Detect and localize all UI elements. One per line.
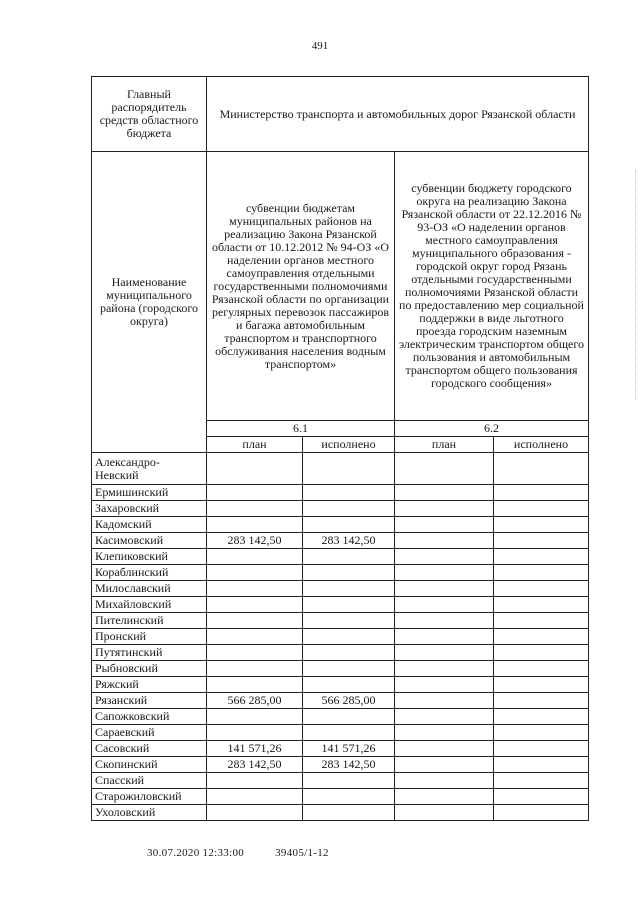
done-6-2 [494, 677, 589, 693]
done-6-1 [303, 677, 395, 693]
header-subvention-1: субвенции бюджетам муниципальных районов на реализацию Закона Рязанской области от 10.12.2012 № 94-ОЗ «О наделении органов местного самоуправления отдельными государственными полномочиями Рязанской области по организации регулярных перевозок пассажиров и багажа автомобильным транспортом и транспортного обслуживания населения водным транспортом» [207, 152, 395, 421]
district-name: Рязанский [92, 693, 207, 709]
table-row [92, 453, 589, 485]
district-name: Ухоловский [92, 805, 207, 821]
done-6-2 [494, 613, 589, 629]
plan-6-1: 283 142,50 [207, 533, 303, 549]
plan-6-2 [395, 645, 494, 661]
plan-6-1 [207, 629, 303, 645]
plan-6-1 [207, 501, 303, 517]
table-row [92, 549, 589, 565]
done-6-1 [303, 789, 395, 805]
district-name: Сапожковский [92, 709, 207, 725]
footer-doc-id: 39405/1-12 [275, 847, 329, 859]
district-name: Сасовский [92, 741, 207, 757]
district-name: Ермишинский [92, 485, 207, 501]
done-6-2 [494, 597, 589, 613]
district-name: Рыбновский [92, 661, 207, 677]
done-6-1 [303, 549, 395, 565]
table-row [92, 725, 589, 741]
edge-mark [633, 170, 636, 400]
table-row [92, 597, 589, 613]
done-6-1 [303, 597, 395, 613]
done-6-2 [494, 645, 589, 661]
district-name: Александро-Невский [92, 453, 207, 485]
done-6-1 [303, 645, 395, 661]
done-6-2 [494, 773, 589, 789]
done-6-2 [494, 709, 589, 725]
done-6-1 [303, 485, 395, 501]
plan-6-1 [207, 709, 303, 725]
plan-6-1 [207, 565, 303, 581]
table-row [92, 645, 589, 661]
done-6-1 [303, 517, 395, 533]
done-6-2 [494, 453, 589, 485]
plan-6-2 [395, 629, 494, 645]
header-row-ministry [92, 77, 589, 152]
plan-6-2 [395, 581, 494, 597]
plan-6-1 [207, 581, 303, 597]
district-name: Старожиловский [92, 789, 207, 805]
district-name: Клепиковский [92, 549, 207, 565]
done-6-1 [303, 661, 395, 677]
plan-6-2 [395, 677, 494, 693]
plan-6-2 [395, 533, 494, 549]
table-row [92, 693, 589, 709]
done-6-1 [303, 709, 395, 725]
done-6-1 [303, 805, 395, 821]
done-6-2 [494, 565, 589, 581]
done-6-2 [494, 789, 589, 805]
table-row [92, 533, 589, 549]
plan-6-1: 566 285,00 [207, 693, 303, 709]
plan-6-1 [207, 661, 303, 677]
table-row [92, 789, 589, 805]
done-6-2 [494, 581, 589, 597]
plan-6-2 [395, 485, 494, 501]
plan-6-1 [207, 677, 303, 693]
district-name: Пронский [92, 629, 207, 645]
header-code-2: 6.2 [395, 421, 589, 437]
plan-6-1 [207, 645, 303, 661]
plan-6-2 [395, 725, 494, 741]
plan-6-1 [207, 789, 303, 805]
plan-6-2 [395, 501, 494, 517]
table-row [92, 501, 589, 517]
header-subvention-2: субвенции бюджету городского округа на реализацию Закона Рязанской области от 22.12.2016 № 93-ОЗ «О наделении органов местного самоуправления муниципального образования - городской округ город Рязань отдельными государственными полномочиями Рязанской области по предоставлению мер социальной поддержки в виде льготного проезда городским наземным электрическим транспортом общего пользования и автомобильным транспортом общего пользования городского сообщения» [395, 152, 589, 421]
district-name: Ряжский [92, 677, 207, 693]
header-plan-2: план [395, 437, 494, 453]
plan-6-2 [395, 709, 494, 725]
done-6-2 [494, 533, 589, 549]
table-row [92, 773, 589, 789]
plan-6-1 [207, 805, 303, 821]
district-name: Касимовский [92, 533, 207, 549]
budget-table [91, 76, 589, 821]
done-6-1: 283 142,50 [303, 533, 395, 549]
table-row [92, 629, 589, 645]
table-row [92, 757, 589, 773]
plan-6-2 [395, 565, 494, 581]
plan-6-1: 141 571,26 [207, 741, 303, 757]
plan-6-2 [395, 773, 494, 789]
done-6-1 [303, 501, 395, 517]
done-6-2 [494, 757, 589, 773]
plan-6-2 [395, 693, 494, 709]
district-name: Скопинский [92, 757, 207, 773]
plan-6-2 [395, 453, 494, 485]
table-row [92, 805, 589, 821]
plan-6-1 [207, 613, 303, 629]
district-name: Кадомский [92, 517, 207, 533]
done-6-1 [303, 565, 395, 581]
district-name: Пителинский [92, 613, 207, 629]
done-6-1 [303, 629, 395, 645]
done-6-1 [303, 613, 395, 629]
done-6-2 [494, 661, 589, 677]
plan-6-2 [395, 661, 494, 677]
done-6-1: 141 571,26 [303, 741, 395, 757]
plan-6-2 [395, 549, 494, 565]
table-row [92, 485, 589, 501]
district-name: Кораблинский [92, 565, 207, 581]
done-6-2 [494, 549, 589, 565]
done-6-2 [494, 485, 589, 501]
done-6-2 [494, 741, 589, 757]
district-name: Милославский [92, 581, 207, 597]
table-row [92, 517, 589, 533]
plan-6-2 [395, 613, 494, 629]
plan-6-1 [207, 773, 303, 789]
header-row-label: Наименование муниципального района (городского округа) [92, 152, 207, 453]
plan-6-1: 283 142,50 [207, 757, 303, 773]
done-6-1 [303, 453, 395, 485]
table-row [92, 677, 589, 693]
done-6-2 [494, 629, 589, 645]
district-name: Захаровский [92, 501, 207, 517]
table-row [92, 709, 589, 725]
header-done-1: исполнено [303, 437, 395, 453]
table-row [92, 581, 589, 597]
done-6-1 [303, 773, 395, 789]
plan-6-1 [207, 597, 303, 613]
done-6-2 [494, 805, 589, 821]
table-row [92, 661, 589, 677]
done-6-1 [303, 581, 395, 597]
plan-6-2 [395, 757, 494, 773]
page-number: 491 [311, 40, 329, 52]
footer-datetime: 30.07.2020 12:33:00 [147, 847, 245, 859]
table-row [92, 741, 589, 757]
plan-6-1 [207, 517, 303, 533]
plan-6-1 [207, 485, 303, 501]
plan-6-2 [395, 789, 494, 805]
header-plan-1: план [207, 437, 303, 453]
header-code-1: 6.1 [207, 421, 395, 437]
plan-6-2 [395, 805, 494, 821]
done-6-1: 283 142,50 [303, 757, 395, 773]
done-6-1: 566 285,00 [303, 693, 395, 709]
done-6-2 [494, 517, 589, 533]
header-done-2: исполнено [494, 437, 589, 453]
done-6-2 [494, 693, 589, 709]
plan-6-2 [395, 517, 494, 533]
footer [147, 847, 357, 859]
done-6-2 [494, 725, 589, 741]
done-6-2 [494, 501, 589, 517]
plan-6-2 [395, 741, 494, 757]
header-ministry: Министерство транспорта и автомобильных дорог Рязанской области [207, 77, 589, 152]
plan-6-2 [395, 597, 494, 613]
table-row [92, 565, 589, 581]
table-row [92, 613, 589, 629]
done-6-1 [303, 725, 395, 741]
header-row-subventions [92, 152, 589, 421]
district-name: Сараевский [92, 725, 207, 741]
header-col-label: Главный распорядитель средств областного бюджета [92, 77, 207, 152]
plan-6-1 [207, 549, 303, 565]
plan-6-1 [207, 453, 303, 485]
plan-6-1 [207, 725, 303, 741]
district-name: Спасский [92, 773, 207, 789]
district-name: Путятинский [92, 645, 207, 661]
district-name: Михайловский [92, 597, 207, 613]
